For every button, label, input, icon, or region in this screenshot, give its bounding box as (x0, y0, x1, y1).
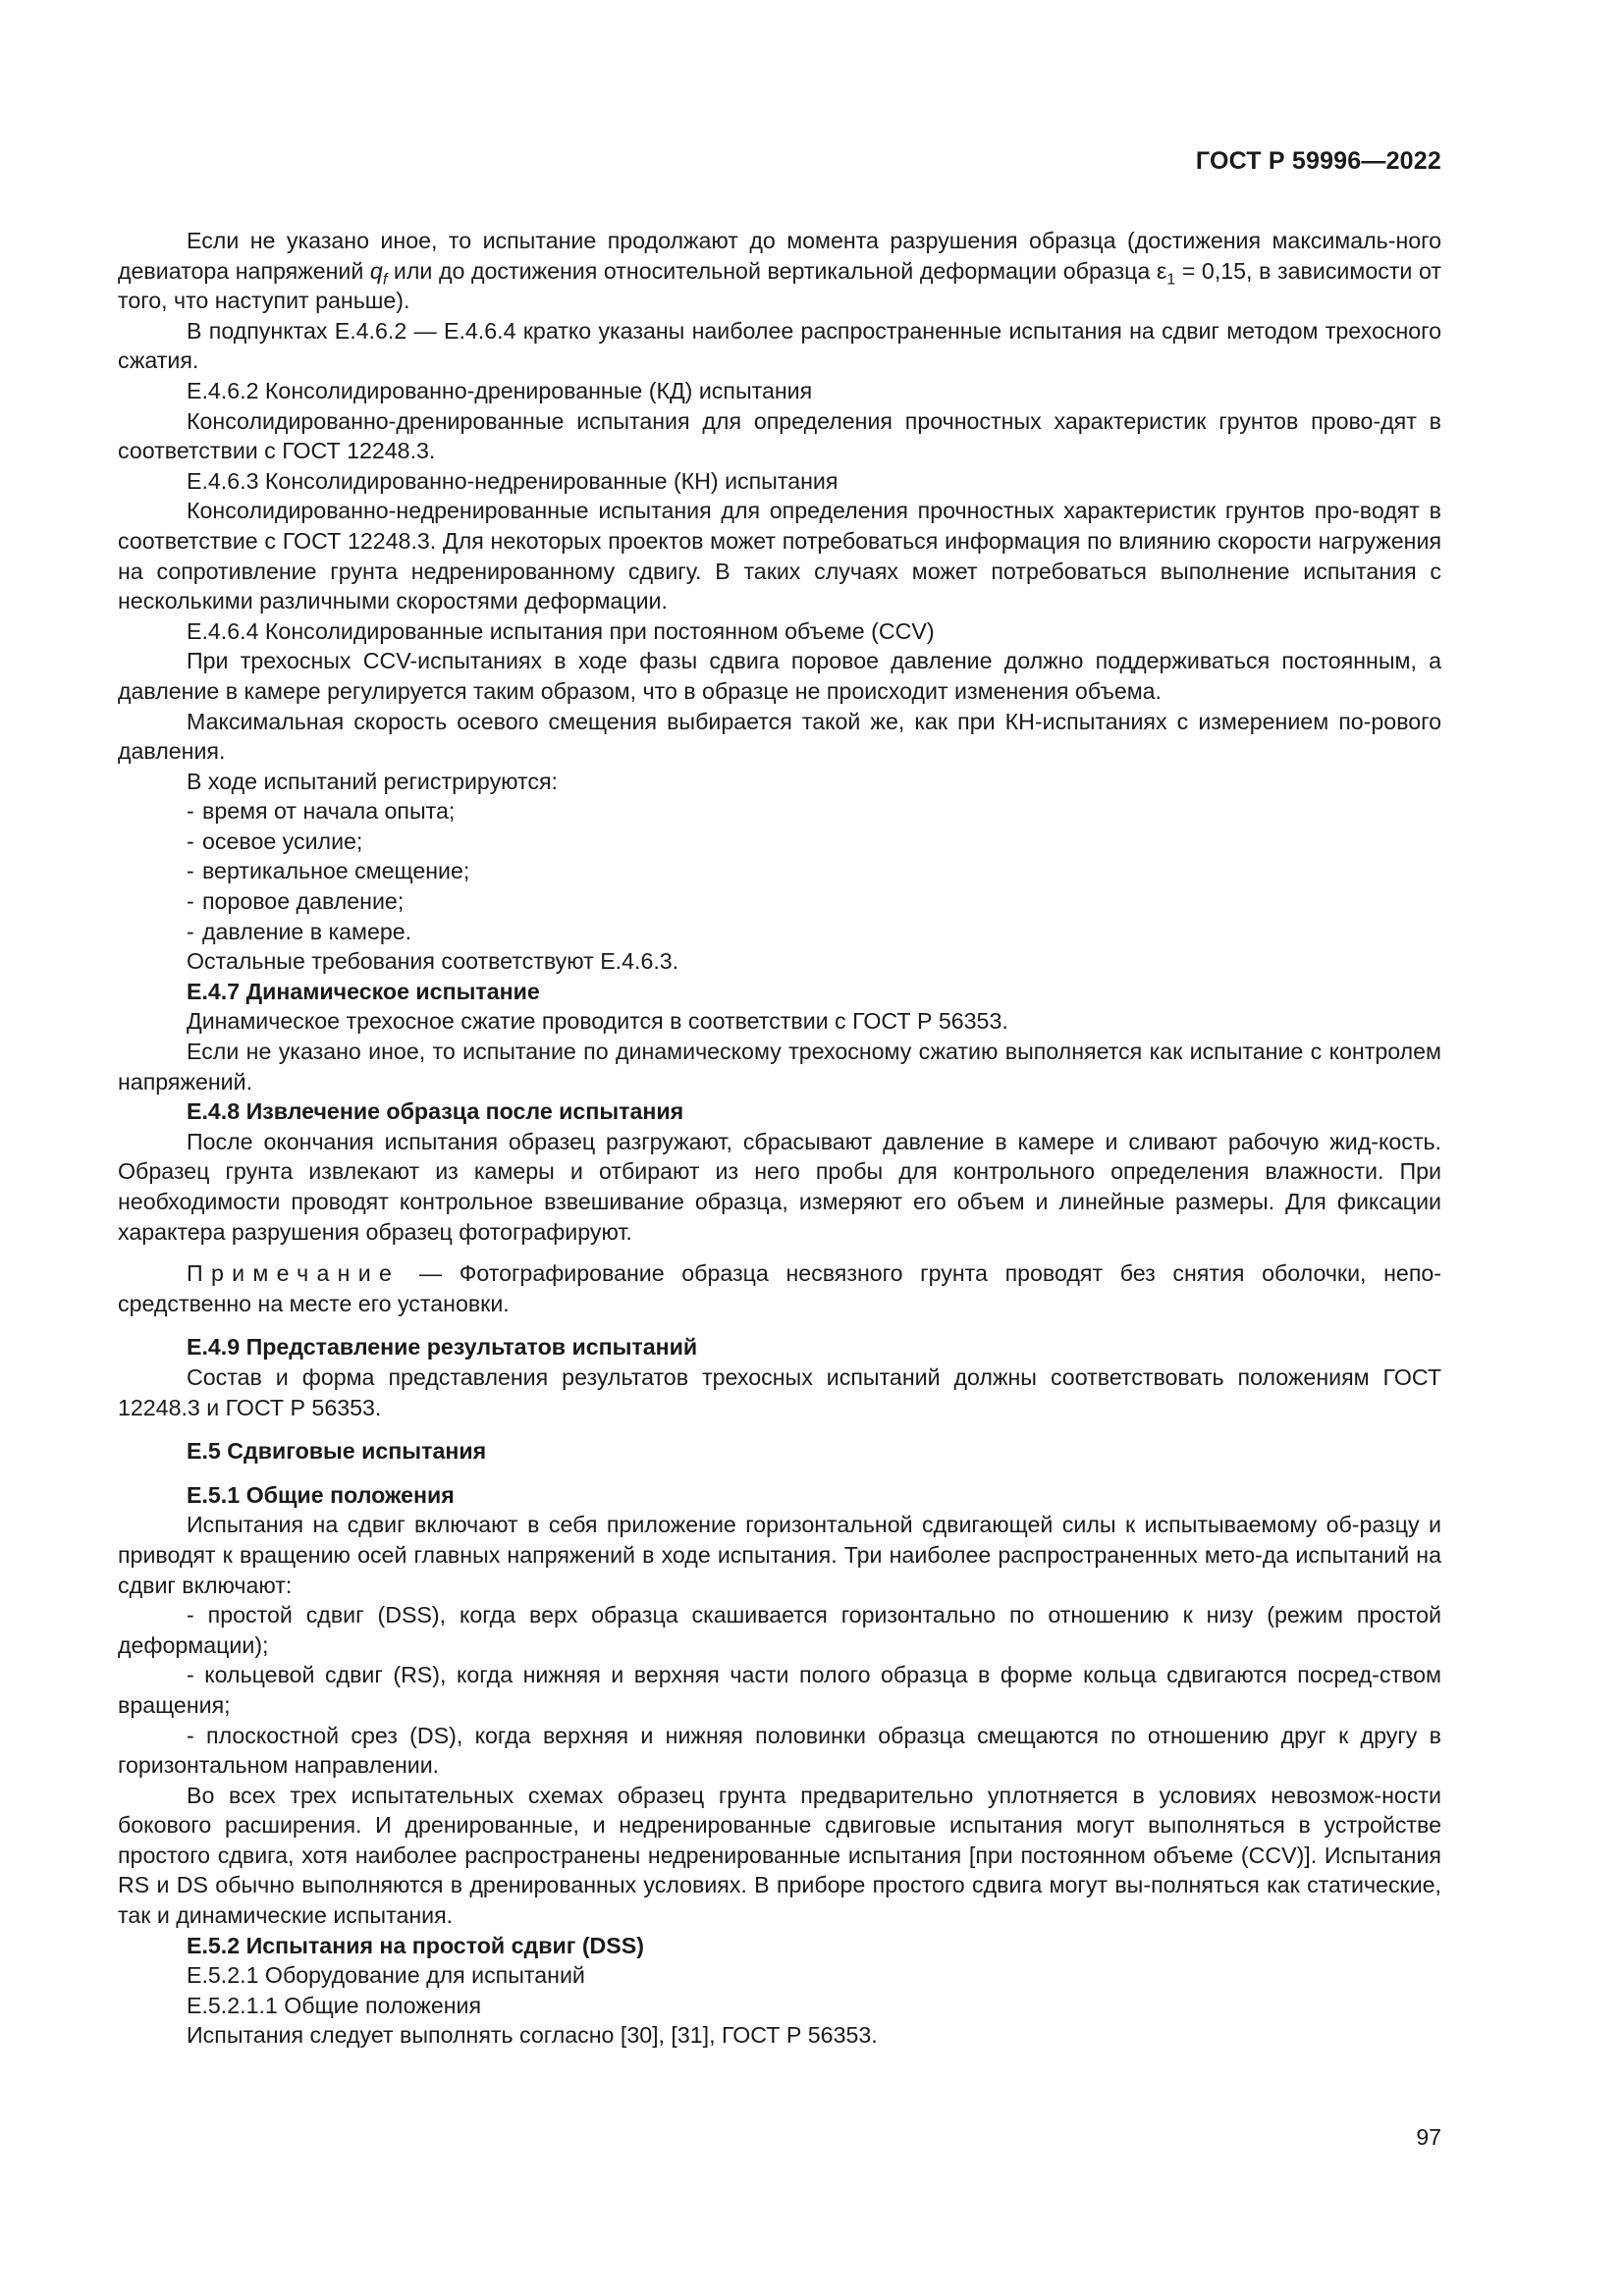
section-heading: Е.5 Сдвиговые испытания (187, 1438, 487, 1465)
section-heading: Е.4.8 Извлечение образца после испытания (187, 1098, 684, 1125)
section-heading: Е.4.9 Представление результатов испытаний (187, 1334, 698, 1361)
subsection-title: Е.4.6.3 Консолидированно-недренированные (КН) испытания (187, 467, 839, 494)
paragraph: Максимальная скорость осевого смещения выбирается такой же, как при КН-испытаниях с измерением по-рового давления. (118, 708, 1441, 765)
page-number: 97 (1416, 2124, 1441, 2150)
subscript: 1 (1166, 271, 1176, 289)
list-item-text: поровое давление; (202, 888, 405, 915)
paragraph: После окончания испытания образец разгружают, сбрасывают давление в камере и сливают рабочую жид-кость. Образец грунта извлекают из камеры и отбирают из него пробы для контрольного определения влажности. При необходимости проводят контрольное взвешивание образца, измеряют его объем и линейные размеры. Для фиксации характера разрушения образец фотографируют. (118, 1128, 1441, 1245)
note-text: — Фотографирование образца несвязного грунта проводят без снятия оболочки, непо-средственно на месте его установки. (118, 1260, 1441, 1316)
paragraph: При трехосных CCV-испытаниях в ходе фазы сдвига поровое давление должно поддерживаться постоянным, а давление в камере регулируется таким образом, что в образце не происходит изменения объема. (118, 648, 1441, 704)
list-dash: - (187, 1722, 194, 1748)
list-dash: - (187, 888, 194, 915)
section-heading: Е.5.2 Испытания на простой сдвиг (DSS) (187, 1932, 644, 1958)
list-item (118, 1660, 1441, 1720)
note-label: Примечание (187, 1260, 401, 1287)
list-item (118, 886, 1441, 917)
list-item (118, 827, 1441, 857)
list-item-text: простой сдвиг (DSS), когда верх образца скашивается горизонтально по отношению к низу (режим простой деформации); (118, 1602, 1441, 1658)
paragraph: Испытания следует выполнять согласно [30], [31], ГОСТ Р 56353. (187, 2022, 878, 2049)
text-run: Если не указано иное, то испытание продолжают до момента разрушения образца (достижения максималь-ного девиатора напряжений (118, 228, 1441, 284)
paragraph: В ходе испытаний регистрируются: (187, 768, 558, 794)
list-dash: - (187, 858, 194, 884)
paragraph: Во всех трех испытательных схемах образец грунта предварительно уплотняется в условиях невозмож-ности бокового расширения. И дренированные, и недренированные сдвиговые испытания могут выполняться в устройстве простого сдвига, хотя наиболее распространены недренированные испытания [при постоянном объеме (CCV)]. Испытания RS и DS обычно выполняются в дренированных условиях. В приборе простого сдвига могут вы-полняться как статические, так и динамические испытания. (118, 1782, 1441, 1929)
subsection-title: Е.5.2.1.1 Общие положения (187, 1992, 482, 2018)
list-item (118, 1721, 1441, 1781)
document-code: ГОСТ Р 59996—2022 (1195, 147, 1441, 175)
text-run: = 0,15, в зависимости от того, что наступит раньше). (118, 257, 1441, 314)
symbol-q: q (369, 257, 383, 284)
list-item-text: давление в камере. (202, 918, 412, 944)
list-item-text: плоскостной срез (DS), когда верхняя и нижняя половинки образца смещаются по отношению друг к другу в горизонтальном направлении. (118, 1722, 1441, 1779)
section-heading: Е.5.1 Общие положения (187, 1481, 455, 1508)
paragraph: Испытания на сдвиг включают в себя приложение горизонтальной сдвигающей силы к испытываемому об-разцу и приводят к вращению осей главных напряжений в ходе испытания. Три наиболее распространенных мето-да испытаний на сдвиг включают: (118, 1512, 1441, 1598)
list-item-text: осевое усилие; (202, 828, 363, 854)
list-item (118, 917, 1441, 947)
list-dash: - (187, 918, 194, 944)
paragraph: Консолидированно-дренированные испытания для определения прочностных характеристик грунтов прово-дят в соответствии с ГОСТ 12248.3. (118, 407, 1441, 464)
subsection-title: Е.5.2.1 Оборудование для испытаний (187, 1962, 585, 1989)
paragraph: В подпунктах Е.4.6.2 — Е.4.6.4 кратко указаны наиболее распространенные испытания на сдвиг методом трехосного сжатия. (118, 317, 1441, 374)
paragraph: Консолидированно-недренированные испытания для определения прочностных характеристик грунтов про-водят в соответствие с ГОСТ 12248.3. Для некоторых проектов может потребоваться информация по влиянию скорости нагружения на сопротивление грунта недренированному сдвигу. В таких случаях может потребоваться выполнение испытания с несколькими различными скоростями деформации. (118, 498, 1441, 614)
text-run: или до достижения относительной вертикальной деформации образца ε (387, 257, 1167, 284)
paragraph: Если не указано иное, то испытание по динамическому трехосному сжатию выполняется как испытание с контролем напряжений. (118, 1039, 1441, 1095)
list-item (118, 856, 1441, 886)
paragraph: Состав и форма представления результатов трехосных испытаний должны соответствовать положениям ГОСТ 12248.3 и ГОСТ Р 56353. (118, 1363, 1441, 1420)
list-item-text: вертикальное смещение; (202, 858, 470, 884)
paragraph: Остальные требования соответствуют Е.4.6.3. (187, 948, 679, 975)
subscript: f (382, 271, 388, 289)
paragraph: Динамическое трехосное сжатие проводится в соответствии с ГОСТ Р 56353. (187, 1008, 1008, 1035)
list-item-text: время от начала опыта; (202, 798, 456, 825)
document-body (118, 226, 1441, 2051)
list-dash: - (187, 798, 194, 825)
subsection-title: Е.4.6.4 Консолидированные испытания при постоянном объеме (CCV) (187, 617, 935, 644)
list-dash: - (187, 1602, 194, 1629)
list-dash: - (187, 1662, 194, 1688)
list-dash: - (187, 828, 194, 854)
list-item (118, 796, 1441, 827)
list-item-text: кольцевой сдвиг (RS), когда нижняя и верхняя части полого образца в форме кольца сдвигаются посред-ством вращения; (118, 1662, 1441, 1718)
note (118, 1258, 1441, 1318)
section-heading: Е.4.7 Динамическое испытание (187, 978, 540, 1004)
subsection-title: Е.4.6.2 Консолидированно-дренированные (КД) испытания (187, 377, 813, 403)
paragraph (118, 226, 1441, 316)
list-item (118, 1600, 1441, 1660)
